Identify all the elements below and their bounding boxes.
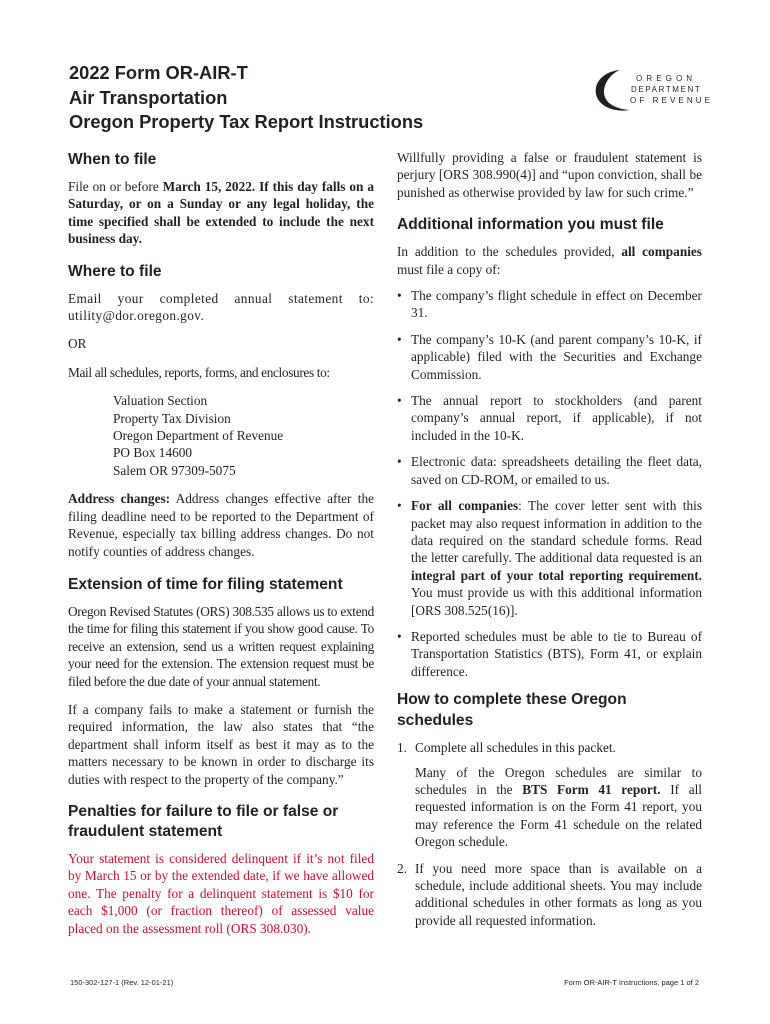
step1-sub-b: If all requested information is on the Form 41 report, you may reference the Form 41 schedule on the related Oregon schedule. bbox=[415, 781, 702, 850]
left-column bbox=[68, 149, 374, 948]
additional-info-intro bbox=[397, 243, 702, 278]
address-line: Property Tax Division bbox=[113, 410, 231, 426]
list-item: • The company’s 10-K (and parent company’s 10-K, if applicable) filed with the Securities and Exchange Commission. bbox=[397, 331, 702, 383]
title-line: Air Transportation bbox=[69, 86, 228, 108]
step-text: Complete all schedules in this packet. bbox=[415, 740, 616, 756]
address-line: Salem OR 97309-5075 bbox=[113, 462, 236, 478]
title-line: Oregon Property Tax Report Instructions bbox=[69, 111, 424, 132]
address-changes-body: Address changes effective after the filing deadline need to be reported to the Department of Revenue, especially tax billing address changes. Do not notify counties of address changes. bbox=[68, 491, 374, 559]
bullet5-bold: For all companies bbox=[411, 498, 519, 514]
list-item: • Electronic data: spreadsheets detailing the fleet data, saved on CD-ROM, or emailed to us. bbox=[397, 453, 702, 488]
step-item bbox=[397, 739, 702, 850]
email-text: Email your completed annual statement to: utility@dor.oregon.gov. bbox=[68, 290, 374, 324]
penalties-text: Your statement is considered delinquent if it’s not filed by March 15 or by the extended date, if we have allowed one. The penalty for a delinquent statement is $10 for each $1,000 (or fraction thereof) of assessed value placed on the assessment roll (ORS 308.030). bbox=[68, 850, 374, 936]
address-changes-text bbox=[68, 490, 374, 560]
when-to-file-text bbox=[68, 178, 374, 248]
perjury-text: Willfully providing a false or fraudulent statement is perjury [ORS 308.990(4)] and “upon conviction, shall be punished as otherwise provided by law for such crime.” bbox=[397, 150, 702, 200]
logo-wordmark bbox=[624, 73, 713, 106]
logo-line: OREGON bbox=[636, 74, 697, 83]
right-column bbox=[397, 149, 702, 938]
list-item bbox=[397, 497, 702, 619]
address-line: Oregon Department of Revenue bbox=[113, 428, 284, 444]
or-text: OR bbox=[68, 336, 87, 352]
bullet5-a: : The cover letter sent with this packet may also request information in addition to the data required on the standard schedule forms. Read the letter carefully. The additional data requested is an bbox=[411, 498, 702, 566]
intro-a: In addition to the schedules provided, bbox=[397, 244, 622, 260]
step-subtext bbox=[415, 764, 702, 851]
title-line: 2022 Form OR-AIR-T bbox=[69, 62, 248, 83]
step-number: 1. bbox=[397, 740, 407, 756]
extension-heading: Extension of time for filing statement bbox=[68, 575, 343, 593]
penalties-heading: Penalties for failure to file or false or fraudulent statement bbox=[68, 802, 339, 840]
how-to-heading: How to complete these Oregon schedules bbox=[397, 691, 627, 730]
required-files-list bbox=[397, 287, 702, 680]
list-item: • The company’s flight schedule in effect on December 31. bbox=[397, 287, 702, 322]
address-changes-label: Address changes: bbox=[68, 491, 171, 507]
bullet5-b: You must provide us with this additional information [ORS 308.525(16)]. bbox=[411, 585, 702, 618]
step-text: If you need more space than is available on a schedule, include additional sheets. You may include additional schedules in other formats as long as you provide all requested information. bbox=[415, 860, 702, 928]
logo-line: DEPARTMENT bbox=[631, 85, 702, 94]
where-to-file-heading: Where to file bbox=[68, 262, 162, 280]
additional-info-heading: Additional information you must file bbox=[397, 216, 664, 234]
steps-list bbox=[397, 739, 702, 929]
step-number: 2. bbox=[397, 860, 407, 876]
list-item: • Reported schedules must be able to tie to Bureau of Transportation Statistics (BTS), Form 41, or explain difference. bbox=[397, 628, 702, 680]
footer-page-label: Form OR-AIR-T Instructions, page 1 of 2 bbox=[564, 978, 699, 987]
mailing-address bbox=[113, 392, 374, 479]
step-item bbox=[397, 860, 702, 930]
bullet5-bold2: integral part of your total reporting requirement. bbox=[411, 567, 702, 583]
page-title bbox=[69, 61, 509, 135]
extension-para-2: If a company fails to make a statement or furnish the required information, the law also states that “the department shall inform itself as best it may as to the matters necessary to be known in order to discharge its duties with respect to the property of the company.” bbox=[68, 701, 374, 787]
list-item: • The annual report to stockholders (and parent company’s annual report, if applicable), if not included in the 10-K. bbox=[397, 392, 702, 444]
when-text-a: File on or before bbox=[68, 179, 163, 194]
address-line: PO Box 14600 bbox=[113, 445, 193, 461]
when-text-bold: March 15, 2022. If this day falls on a Saturday, or on a Sunday or any legal holiday, the time specified shall be extended to include the next business day. bbox=[68, 179, 374, 247]
address-line: Valuation Section bbox=[113, 393, 208, 409]
intro-c: must file a copy of: bbox=[397, 261, 501, 277]
footer-form-number: 150-302-127-1 (Rev. 12-01-21) bbox=[70, 978, 174, 987]
extension-para-1: Oregon Revised Statutes (ORS) 308.535 allows us to extend the time for filing this statement if you show good cause. To receive an extension, send us a written request explaining your need for the extension. The extension request must be filed before the due date of your annual statement. bbox=[68, 603, 374, 689]
step1-sub-a: Many of the Oregon schedules are similar to schedules in the bbox=[415, 764, 702, 797]
logo-line: OF REVENUE bbox=[630, 96, 714, 105]
step1-sub-bold: BTS Form 41 report. bbox=[522, 781, 661, 797]
intro-bold: all companies bbox=[621, 244, 702, 260]
when-to-file-heading: When to file bbox=[68, 151, 157, 168]
mail-text: Mail all schedules, reports, forms, and enclosures to: bbox=[68, 364, 330, 380]
